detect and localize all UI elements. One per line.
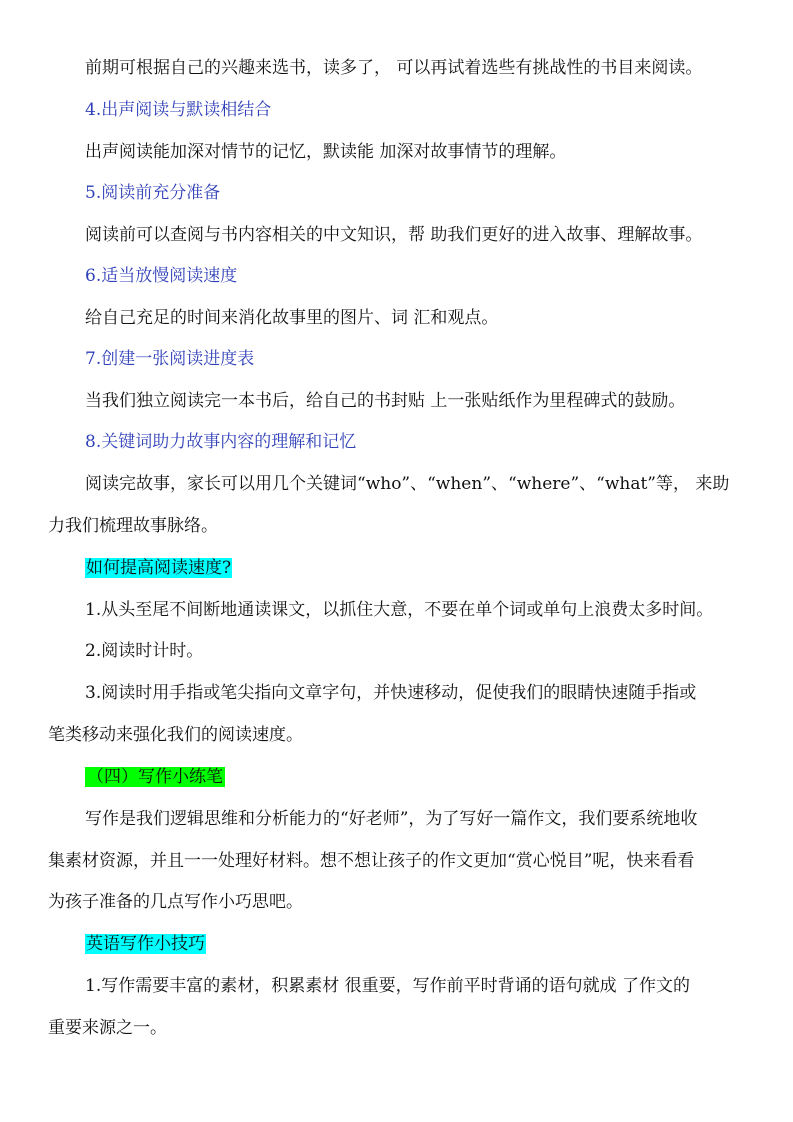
- highlight-text: 英语写作小技巧: [86, 934, 205, 954]
- paragraph-line: 1.写作需要丰富的素材，积累素材 很重要，写作前平时背诵的语句就成 了作文的: [85, 976, 691, 996]
- paragraph-line: 重要来源之一。: [48, 1018, 167, 1038]
- paragraph-line: 前期可根据自己的兴趣来选书，读多了， 可以再试着选些有挑战性的书目来阅读。: [85, 58, 703, 78]
- section-title: [85, 764, 785, 790]
- paragraph-line: 出声阅读能加深对情节的记忆，默读能 加深对故事情节的理解。: [85, 142, 567, 162]
- paragraph-line: 阅读完故事，家长可以用几个关键词“who”、“when”、“where”、“what”等， 来助: [85, 474, 730, 494]
- section-heading: 4.出声阅读与默读相结合: [85, 100, 272, 120]
- paragraph-line: 给自己充足的时间来消化故事里的图片、词 汇和观点。: [85, 308, 499, 328]
- paragraph-line: 3.阅读时用手指或笔尖指向文章字句，并快速移动，促使我们的眼睛快速随手指或: [85, 683, 697, 703]
- paragraph-line: 当我们独立阅读完一本书后，给自己的书封贴 上一张贴纸作为里程碑式的鼓励。: [85, 391, 686, 411]
- paragraph-line: 集素材资源，并且一一处理好材料。想不想让孩子的作文更加“赏心悦目”呢，快来看看: [48, 851, 695, 871]
- highlighted-heading: [85, 931, 785, 957]
- highlight-text: 如何提高阅读速度?: [86, 558, 232, 578]
- paragraph-line: 力我们梳理故事脉络。: [48, 516, 218, 536]
- paragraph-line: 写作是我们逻辑思维和分析能力的“好老师”，为了写好一篇作文，我们要系统地收: [85, 809, 698, 829]
- paragraph-line: 阅读前可以查阅与书内容相关的中文知识，帮 助我们更好的进入故事、理解故事。: [85, 225, 703, 245]
- section-heading: 7.创建一张阅读进度表: [85, 349, 255, 369]
- section-heading: 8.关键词助力故事内容的理解和记忆: [85, 432, 357, 452]
- paragraph-line: 1.从头至尾不间断地通读课文，以抓住大意，不要在单个词或单句上浪费太多时间。: [85, 600, 714, 620]
- paragraph-line: 为孩子准备的几点写作小巧思吧。: [48, 892, 303, 912]
- highlight-text: （四）写作小练笔: [87, 767, 223, 787]
- paragraph-line: 笔类移动来强化我们的阅读速度。: [48, 725, 303, 745]
- section-heading: 5.阅读前充分准备: [85, 183, 221, 203]
- section-heading: 6.适当放慢阅读速度: [85, 266, 238, 286]
- highlighted-heading: [85, 555, 785, 581]
- paragraph-line: 2.阅读时计时。: [85, 641, 204, 661]
